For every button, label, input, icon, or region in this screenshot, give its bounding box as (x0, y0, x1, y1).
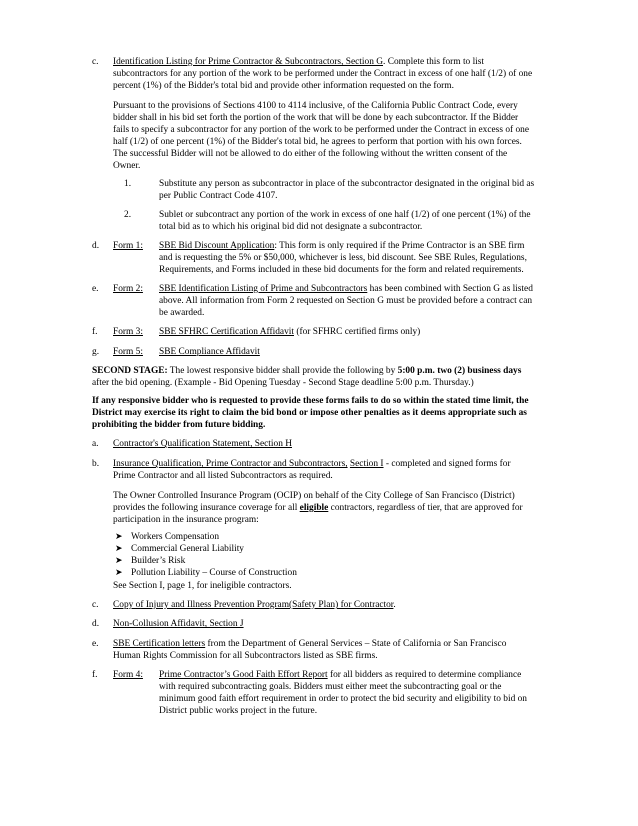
check-arrow-icon: ➤ (115, 556, 123, 566)
safety-plan-title: Copy of Injury and Illness Prevention Program(Safety Plan) for Contractor (113, 600, 394, 610)
item-e2-label: e. (92, 639, 99, 649)
form-4-title: Prime Contractor’s Good Faith Effort Report (159, 670, 328, 680)
item-c-text-line: percent (1%) of the Bidder's total bid and provide other information requested on the form. (113, 81, 454, 91)
non-collusion-title: Non-Collusion Affidavit, Section J (113, 619, 244, 629)
item-c-line (113, 56, 484, 68)
form-2-line (159, 283, 533, 295)
form-3-after: (for SFHRC certified firms only) (293, 327, 421, 337)
ineligible-note: See Section I, page 1, for ineligible contractors. (113, 581, 292, 591)
coverage-item: Pollution Liability – Course of Construction (131, 568, 297, 578)
coverage-item: Commercial General Liability (131, 544, 244, 554)
sub-item-number: 1. (124, 179, 132, 189)
sub-item-line: Sublet or subcontract any portion of the work in excess of one half (1/2) of one percent (1%) of the (159, 210, 531, 220)
form-3-line (159, 326, 420, 338)
item-g-label: g. (92, 347, 100, 357)
contract-code-paragraph-line: half (1/2) of one percent (1%) of the Bidder's total bid, he agrees to perform that portion with his own forces. (113, 137, 522, 147)
ocip-after: contractors, regardless of tier, that are approved for (328, 503, 523, 513)
check-arrow-icon: ➤ (115, 568, 123, 578)
form-3-label: Form 3: (113, 327, 143, 337)
item-a-label: a. (92, 439, 99, 449)
qualification-statement-title: Contractor's Qualification Statement, Section H (113, 439, 292, 449)
form-4-text-line: minimum good faith effort requirement in order to protect the bid security and eligibility to bid on (159, 694, 527, 704)
second-stage-line-2: after the bid opening. (Example - Bid Opening Tuesday - Second Stage deadline 5:00 p.m. Thursday.) (92, 378, 474, 388)
sub-item-number: 2. (124, 210, 132, 220)
ocip-line: The Owner Controlled Insurance Program (OCIP) on behalf of the City College of San Francisco (District) (113, 491, 515, 501)
form-2-label: Form 2: (113, 284, 143, 294)
insurance-line (113, 458, 511, 470)
sub-item-line: total bid as to which his original bid did not designate a subcontractor. (159, 222, 423, 232)
insurance-section: Section I (349, 459, 384, 469)
form-4-text-line: with required subcontracting goals. Bidders must either meet the subcontracting goal or the (159, 682, 502, 692)
ocip-line: participation in the insurance program: (113, 515, 259, 525)
safety-plan-line (113, 599, 396, 611)
second-stage-line (92, 365, 521, 377)
coverage-item: Workers Compensation (131, 532, 220, 542)
form-4-label: Form 4: (113, 670, 143, 680)
item-c2-label: c. (92, 600, 99, 610)
form-1-title: SBE Bid Discount Application (159, 241, 275, 251)
item-c-text-line: subcontractors for any portion of the work to be performed under the Contract in excess of one half (1/2) of one (113, 69, 533, 79)
item-f2-label: f. (92, 670, 98, 680)
coverage-item: Builder’s Risk (131, 556, 186, 566)
form-2-after: has been combined with Section G as listed (367, 284, 533, 294)
item-b-label: b. (92, 459, 100, 469)
form-2-text-line: be awarded. (159, 308, 205, 318)
item-c-label: c. (92, 57, 99, 67)
form-4-after: for all bidders as required to determine compliance (327, 670, 522, 680)
item-c-title: Identification Listing for Prime Contractor & Subcontractors, Section G (113, 57, 383, 67)
form-1-text-line: Requirements, and Forms included in these bid documents for the form and related requirements. (159, 265, 524, 275)
sbe-letters-line-2: Human Rights Commission for all Subcontractors listed as SBE firms. (113, 651, 378, 661)
contract-code-paragraph-line: Pursuant to the provisions of Sections 4100 to 4114 inclusive, of the California Public Contract Code, every (113, 101, 518, 111)
second-stage-deadline: 5:00 p.m. two (2) business days (397, 366, 522, 376)
form-4-text-line: District public works project in the future. (159, 706, 318, 716)
item-c-after: . Complete this form to list (383, 57, 485, 67)
item-d2-label: d. (92, 619, 100, 629)
insurance-title: Insurance Qualification, Prime Contractor and Subcontractors, (113, 459, 348, 469)
sbe-letters-line (113, 638, 506, 650)
check-arrow-icon: ➤ (115, 532, 123, 542)
contract-code-paragraph-line: fails to specify a subcontractor for any portion of the work to be performed under the Contract in excess of one (113, 125, 530, 135)
contract-code-paragraph-line: bidder shall in his bid set forth the portion of the work that will be done by each subcontractor. If the Bidder (113, 113, 519, 123)
form-5-label: Form 5: (113, 347, 143, 357)
contract-code-paragraph-line: Owner. (113, 161, 141, 171)
sub-item-line: per Public Contract Code 4107. (159, 191, 278, 201)
warning-line: District may exercise its right to claim the bid bond or impose other penalties as it deems appropriate such as (92, 408, 527, 418)
sub-item-line: Substitute any person as subcontractor in place of the subcontractor designated in the original bid as (159, 179, 535, 189)
sbe-letters-after: from the Department of General Services – State of California or San Francisco (205, 639, 507, 649)
second-stage-text: The lowest responsive bidder shall provide the following by (167, 366, 398, 376)
form-2-title: SBE Identification Listing of Prime and Subcontractors (159, 284, 368, 294)
second-stage-heading: SECOND STAGE: (92, 366, 168, 376)
form-1-after: : This form is only required if the Prime Contractor is an SBE firm (274, 241, 525, 251)
ocip-eligible: eligible (299, 503, 329, 513)
warning-line: If any responsive bidder who is requested to provide these forms fails to do so within the stated time limit, the (92, 396, 529, 406)
contract-code-paragraph-line: The successful Bidder will not be allowed to do either of the following without the written consent of the (113, 149, 508, 159)
form-2-text-line: above. All information from Form 2 requested on Section G must be provided before a contract can (159, 296, 533, 306)
form-4-line (159, 669, 521, 681)
item-d-label: d. (92, 241, 100, 251)
ocip-before: provides the following insurance coverage for all (113, 503, 300, 513)
form-5-title: SBE Compliance Affidavit (159, 347, 260, 357)
form-1-text-line: and is requesting the 5% or $50,000, whichever is less, bid discount. See SBE Rules, Regulations, (159, 253, 527, 263)
safety-plan-after: . (393, 600, 396, 610)
insurance-after: - completed and signed forms for (383, 459, 511, 469)
check-arrow-icon: ➤ (115, 544, 123, 554)
warning-line: prohibiting the bidder from future bidding. (92, 420, 266, 430)
item-f-label: f. (92, 327, 98, 337)
form-3-title: SBE SFHRC Certification Affidavit (159, 327, 294, 337)
form-1-label: Form 1: (113, 241, 143, 251)
item-e-label: e. (92, 284, 99, 294)
sbe-letters-title: SBE Certification letters (113, 639, 206, 649)
insurance-line-2: Prime Contractor and all listed Subcontractors as required. (113, 471, 333, 481)
form-1-line (159, 240, 524, 252)
ocip-line (113, 502, 523, 514)
